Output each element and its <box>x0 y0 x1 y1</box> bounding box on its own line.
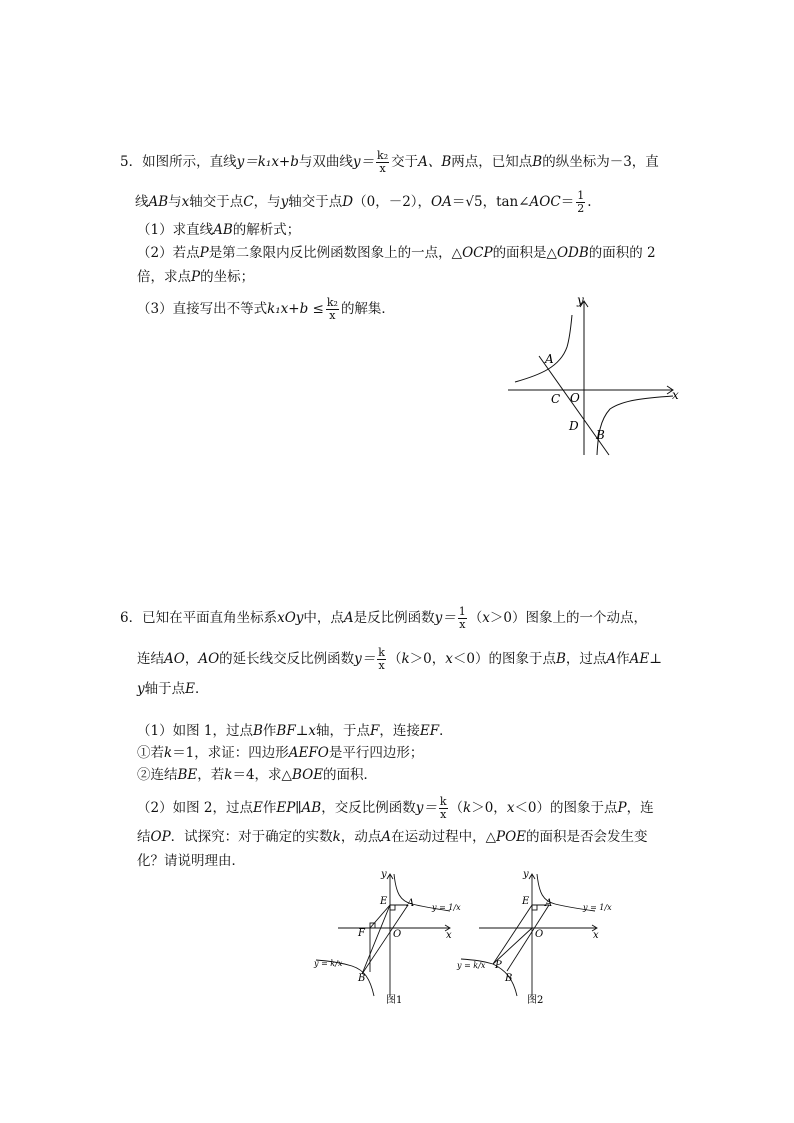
svg-text:y: y <box>523 869 529 880</box>
svg-text:O: O <box>535 929 544 940</box>
fraction: $\frac{\text{k₂}}{x}$ <box>377 149 389 175</box>
q6-line-2: 连结AO，AO的延长线交反比例函数y＝ $\frac{k}{x}$ （k＞0，x＜0）的图象于点B，过点A作AE⊥ <box>137 646 662 672</box>
svg-text:x: x <box>672 388 679 402</box>
svg-text:y: y <box>577 293 584 307</box>
right-angle-e <box>532 905 537 910</box>
svg-text:P: P <box>495 960 502 971</box>
q6-figure-2 <box>457 868 617 1008</box>
q5-part-2: （2）若点P是第二象限内反比例函数图象上的一点，△OCP的面积是△ODB的面积的 2 <box>137 245 656 261</box>
fraction: $\frac{k}{x}$ <box>439 795 447 821</box>
q5-line-2: 线AB与x轴交于点C，与y轴交于点D（0，－2），OA＝√5，tan∠AOC＝ $\frac{1}{2}$ . <box>135 189 592 215</box>
svg-text:D: D <box>569 419 579 433</box>
svg-text:E: E <box>380 896 388 907</box>
fraction: $\frac{1}{2}$ <box>577 189 585 215</box>
segment-op <box>493 928 532 964</box>
hyperbola-branch-4 <box>597 396 673 455</box>
svg-text:y = k/x: y = k/x <box>457 961 486 970</box>
right-angle-e <box>390 905 395 910</box>
q5-figure <box>505 295 680 460</box>
fraction: $\frac{1}{x}$ <box>458 605 466 631</box>
svg-text:B: B <box>505 973 513 984</box>
svg-text:A: A <box>407 898 415 909</box>
svg-text:x: x <box>446 930 452 941</box>
svg-text:图1: 图1 <box>386 995 403 1006</box>
svg-text:x: x <box>593 930 599 941</box>
svg-text:O: O <box>570 391 580 405</box>
hyperbola-branch-2 <box>515 315 572 382</box>
svg-text:A: A <box>545 898 553 909</box>
segment-ef <box>370 905 390 928</box>
segment-be <box>362 905 390 974</box>
q6-sub-2-end: 化？请说明理由． <box>137 853 245 869</box>
svg-text:O: O <box>393 929 402 940</box>
svg-text:y = 1/x: y = 1/x <box>432 903 461 912</box>
fraction: $\frac{\text{k₂}}{x}$ <box>326 296 338 322</box>
q6-sub-1: （1）如图 1，过点B作BF⊥x轴，于点F，连接EF． <box>137 723 453 739</box>
q5-line-1: 5．如图所示，直线y＝k₁x+b与双曲线y＝ $\frac{\text{k₂}}{x}$ 交于A、B两点，已知点B的纵坐标为－3，直 <box>120 149 659 175</box>
svg-text:y = k/x: y = k/x <box>314 959 343 968</box>
q6-line-3: y轴于点E． <box>137 681 209 697</box>
q5-part-2-cont: 倍，求点P的坐标； <box>137 269 255 285</box>
q6-sub-2: （2）如图 2，过点E作EP∥AB，交反比例函数y＝ $\frac{k}{x}$ （k＞0，x＜0）的图象于点P，连 <box>137 795 654 821</box>
svg-text:A: A <box>545 352 554 366</box>
q6-case-1: ①若k＝1，求证：四边形AEFO是平行四边形； <box>137 745 424 761</box>
svg-text:图2: 图2 <box>527 995 544 1006</box>
q5-part-3: （3）直接写出不等式k₁x+b ≤ $\frac{\text{k₂}}{x}$ 的解集． <box>137 296 395 322</box>
svg-text:F: F <box>358 928 365 939</box>
q6-line-1: 6．已知在平面直角坐标系xOy中，点A是反比例函数y＝ $\frac{1}{x}$ （x＞0）图象上的一个动点， <box>120 605 648 631</box>
fraction: $\frac{k}{x}$ <box>378 646 385 672</box>
svg-text:B: B <box>358 973 366 984</box>
q6-sub-2-cont: 结OP．试探究：对于确定的实数k，动点A在运动过程中，△POE的面积是否会发生变 <box>137 829 648 845</box>
q5-part-1: （1）求直线AB的解析式； <box>137 222 301 238</box>
svg-text:B: B <box>596 428 605 442</box>
q6-case-2: ②连结BE，若k＝4，求△BOE的面积． <box>137 767 378 783</box>
segment-ep <box>493 905 532 964</box>
q6-figure-1 <box>312 868 460 1008</box>
svg-text:E: E <box>522 896 530 907</box>
svg-text:C: C <box>551 392 561 406</box>
svg-text:y = 1/x: y = 1/x <box>583 903 612 912</box>
svg-text:y: y <box>381 869 387 880</box>
